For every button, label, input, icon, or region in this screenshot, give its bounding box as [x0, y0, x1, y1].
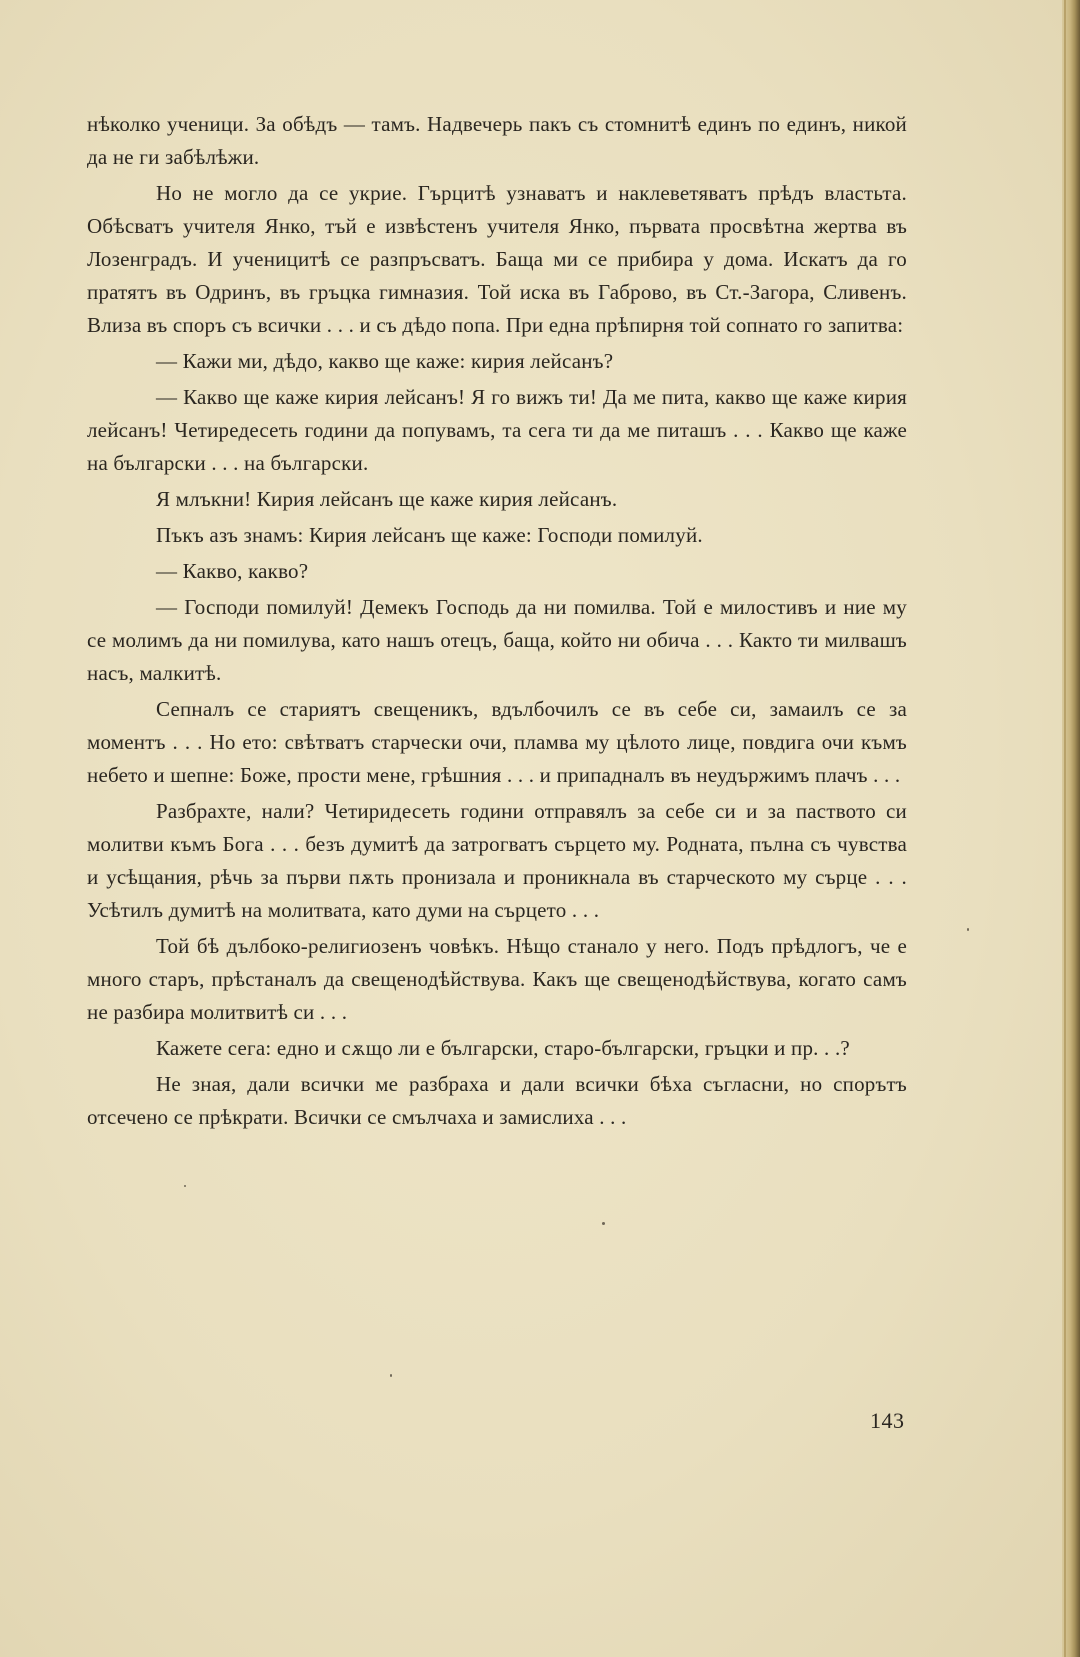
- paragraph-8-dialogue: — Господи помилуй! Демекъ Господь да ни помилва. Той е милостивъ и ние му се молимъ да ни помилува, като нашъ отецъ, баща, който ни обича . . . Както ти милвашъ насъ, малкитѣ.: [87, 595, 907, 685]
- paragraph-13: Не зная, дали всички ме разбраха и дали всички бѣха съгласни, но спорътъ отсечено се прѣкрати. Всички се смълчаха и замислиха . . .: [87, 1072, 907, 1129]
- paragraph-5: Я млъкни! Кирия лейсанъ ще каже кирия лейсанъ.: [156, 487, 618, 511]
- page-number: 143: [870, 1408, 905, 1433]
- spine-shadow-line: [1064, 0, 1066, 1657]
- paragraph-12: Кажете сега: едно и сѫщо ли е български, старо-български, гръцки и пр. . .?: [156, 1036, 850, 1060]
- paragraph-9: Сепналъ се стариятъ свещеникъ, вдълбочилъ се въ себе си, замаилъ се за моментъ . . . Но ето: свѣтватъ старчески очи, пламва му цѣлото лице, повдига очи къмъ небето и шепне: Боже, прости мене, грѣшния . . . и припадналъ въ неудържимъ плачъ . . .: [87, 697, 907, 787]
- paper-speck: [390, 1374, 392, 1377]
- paragraph-10: Разбрахте, нали? Четиридесеть години отправялъ за себе си и за паството си молитви къмъ Бога . . . безъ думитѣ да затрогватъ сърцето му. Родната, пълна съ чувства и усѣщания, рѣчь за първи пѫть пронизала и проникнала въ старческото му сърце . . . Усѣтилъ думитѣ на молитвата, като думи на сърцето . . .: [87, 799, 907, 922]
- paper-speck: [967, 928, 969, 931]
- paragraph-1: нѣколко ученици. За обѣдъ — тамъ. Надвечерь пакъ съ стомнитѣ единъ по единъ, никой да не ги забѣлѣжи.: [87, 112, 907, 169]
- paragraph-6: Пъкъ азъ знамъ: Кирия лейсанъ ще каже: Господи помилуй.: [156, 523, 703, 547]
- paragraph-4-dialogue: — Какво ще каже кирия лейсанъ! Я го вижъ ти! Да ме пита, какво ще каже кирия лейсанъ! Четиредесеть години да попувамъ, та сега ти да ме питашъ . . . Какво ще каже на български . . . на български.: [87, 385, 907, 475]
- paper-speck: [184, 1185, 186, 1187]
- paragraph-7-dialogue: — Какво, какво?: [156, 559, 309, 583]
- paragraph-3-dialogue: — Кажи ми, дѣдо, какво ще каже: кирия лейсанъ?: [156, 349, 614, 373]
- paragraph-2: Но не могло да се укрие. Гърцитѣ узнаватъ и наклеветяватъ прѣдъ властьта. Обѣсватъ учителя Янко, тъй е извѣстенъ учителя Янко, първата просвѣтна жертва въ Лозенградъ. И ученицитѣ се разпръсватъ. Баща ми се прибира у дома. Искатъ да го пратятъ въ Одринъ, въ гръцка гимназия. Той иска въ Габрово, въ Ст.-Загора, Сливенъ. Влиза въ споръ съ всички . . . и съ дѣдо попа. При една прѣпирня той сопнато го запитва:: [87, 181, 907, 337]
- paper-speck: [602, 1222, 605, 1225]
- page-text: [87, 108, 907, 1137]
- paragraph-11: Той бѣ дълбоко-религиозенъ човѣкъ. Нѣщо станало у него. Подъ прѣдлогъ, че е много старъ, прѣстаналъ да свещенодѣйствува. Какъ ще свещенодѣйствува, когато самъ не разбира молитвитѣ си . . .: [87, 934, 907, 1024]
